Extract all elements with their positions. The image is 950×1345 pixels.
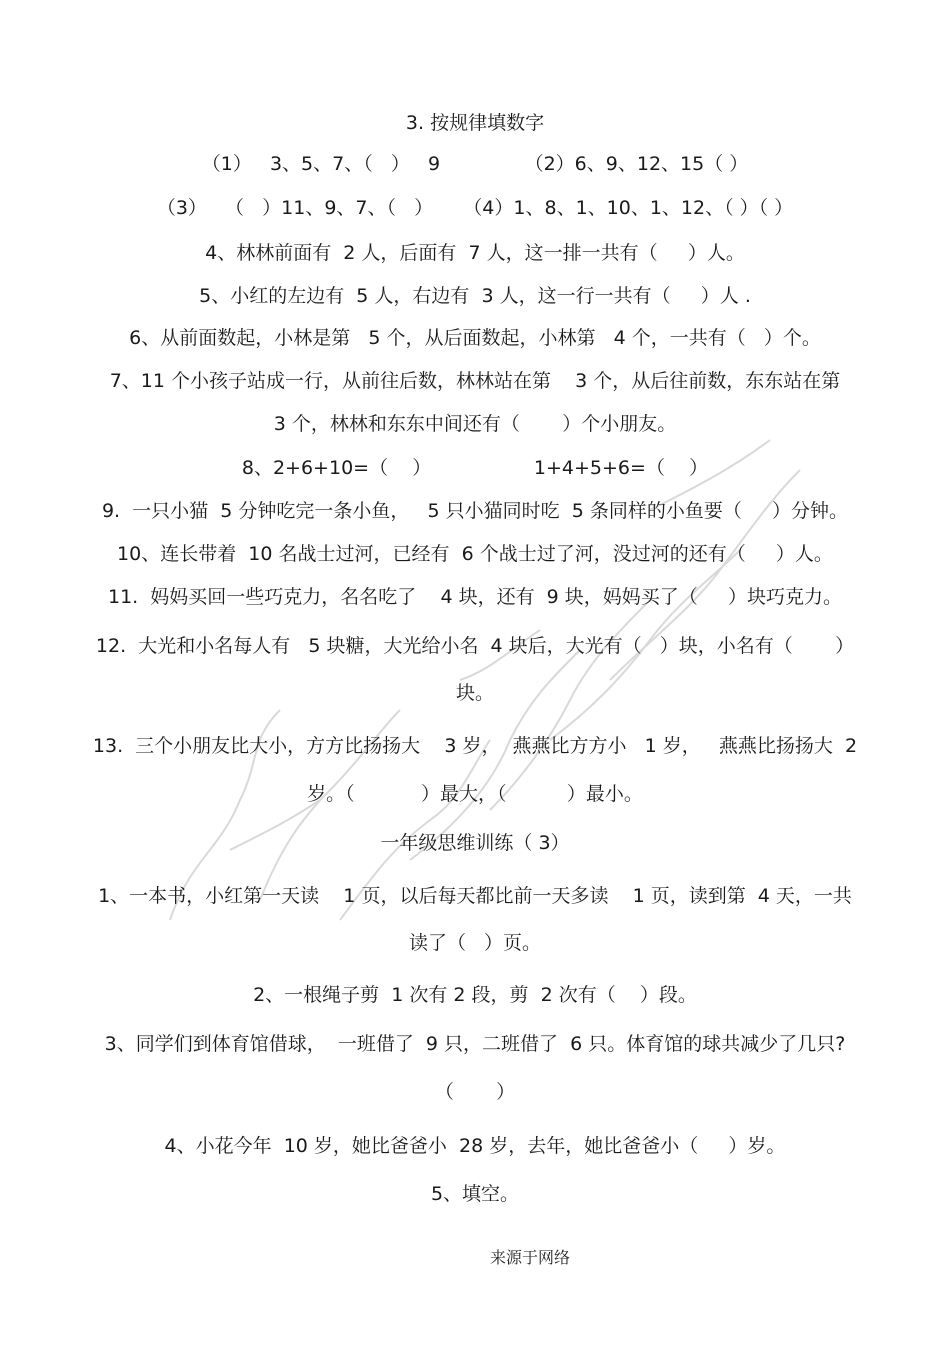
question-line: 7、11 个小孩子站成一行，从前往后数，林林站在第 3 个，从后往前数，东东站在第 [109,370,841,392]
section-heading: 一年级思维训练（ 3） [380,832,570,854]
question-line: 11. 妈妈买回一些巧克力，名名吃了 4 块，还有 9 块，妈妈买了（ ）块巧克力。 [108,586,842,608]
question-line: 岁。（ ）最大，（ ）最小。 [307,783,643,805]
question-line: （3） （ ）11、9、7、（ ） （4）1、8、1、10、1、12、（ ）（ ） [156,197,794,219]
question-line: 8、2+6+10=（ ） 1+4+5+6=（ ） [241,457,709,479]
question-line: 13. 三个小朋友比大小，方方比扬扬大 3 岁， 燕燕比方方小 1 岁， 燕燕比扬扬大 2 [92,735,858,757]
source-footer: 来源于网络 [489,1248,570,1267]
question-line: 6、从前面数起，小林是第 5 个，从后面数起，小林第 4 个，一共有（ ）个。 [129,327,821,349]
question-line: 1、一本书，小红第一天读 1 页，以后每天都比前一天多读 1 页，读到第 4 天，一共 [98,885,852,907]
question-line: 10、连长带着 10 名战士过河，已经有 6 个战士过了河，没过河的还有（ ）人。 [117,543,833,565]
question-line: （1） 3、5、7、（ ） 9 （2）6、9、12、15（ ） [201,153,749,175]
question-line: 4、林林前面有 2 人，后面有 7 人，这一排一共有（ ）人。 [205,242,745,264]
question-line: 9. 一只小猫 5 分钟吃完一条小鱼， 5 只小猫同时吃 5 条同样的小鱼要（ ）分钟。 [101,500,849,522]
question-line: 3 个，林林和东东中间还有（ ）个小朋友。 [273,413,677,435]
question-line: 2、一根绳子剪 1 次有 2 段，剪 2 次有（ ）段。 [253,984,697,1006]
question-line: 12. 大光和小名每人有 5 块糖，大光给小名 4 块后，大光有（ ）块，小名有（ ） [95,635,855,657]
question-line: 块。 [455,682,494,704]
question-line: 4、小花今年 10 岁，她比爸爸小 28 岁，去年，她比爸爸小（ ）岁。 [164,1135,786,1157]
question-line: 5、小红的左边有 5 人，右边有 3 人，这一行一共有（ ）人 . [199,285,751,307]
section-heading: 3. 按规律填数字 [405,112,545,134]
answer-blank: （ ） [434,1081,516,1103]
question-line: 5、填空。 [430,1183,520,1205]
question-line: 读了（ ）页。 [408,932,542,954]
question-line: 3、同学们到体育馆借球， 一班借了 9 只，二班借了 6 只。体育馆的球共减少了几只? [104,1033,846,1055]
